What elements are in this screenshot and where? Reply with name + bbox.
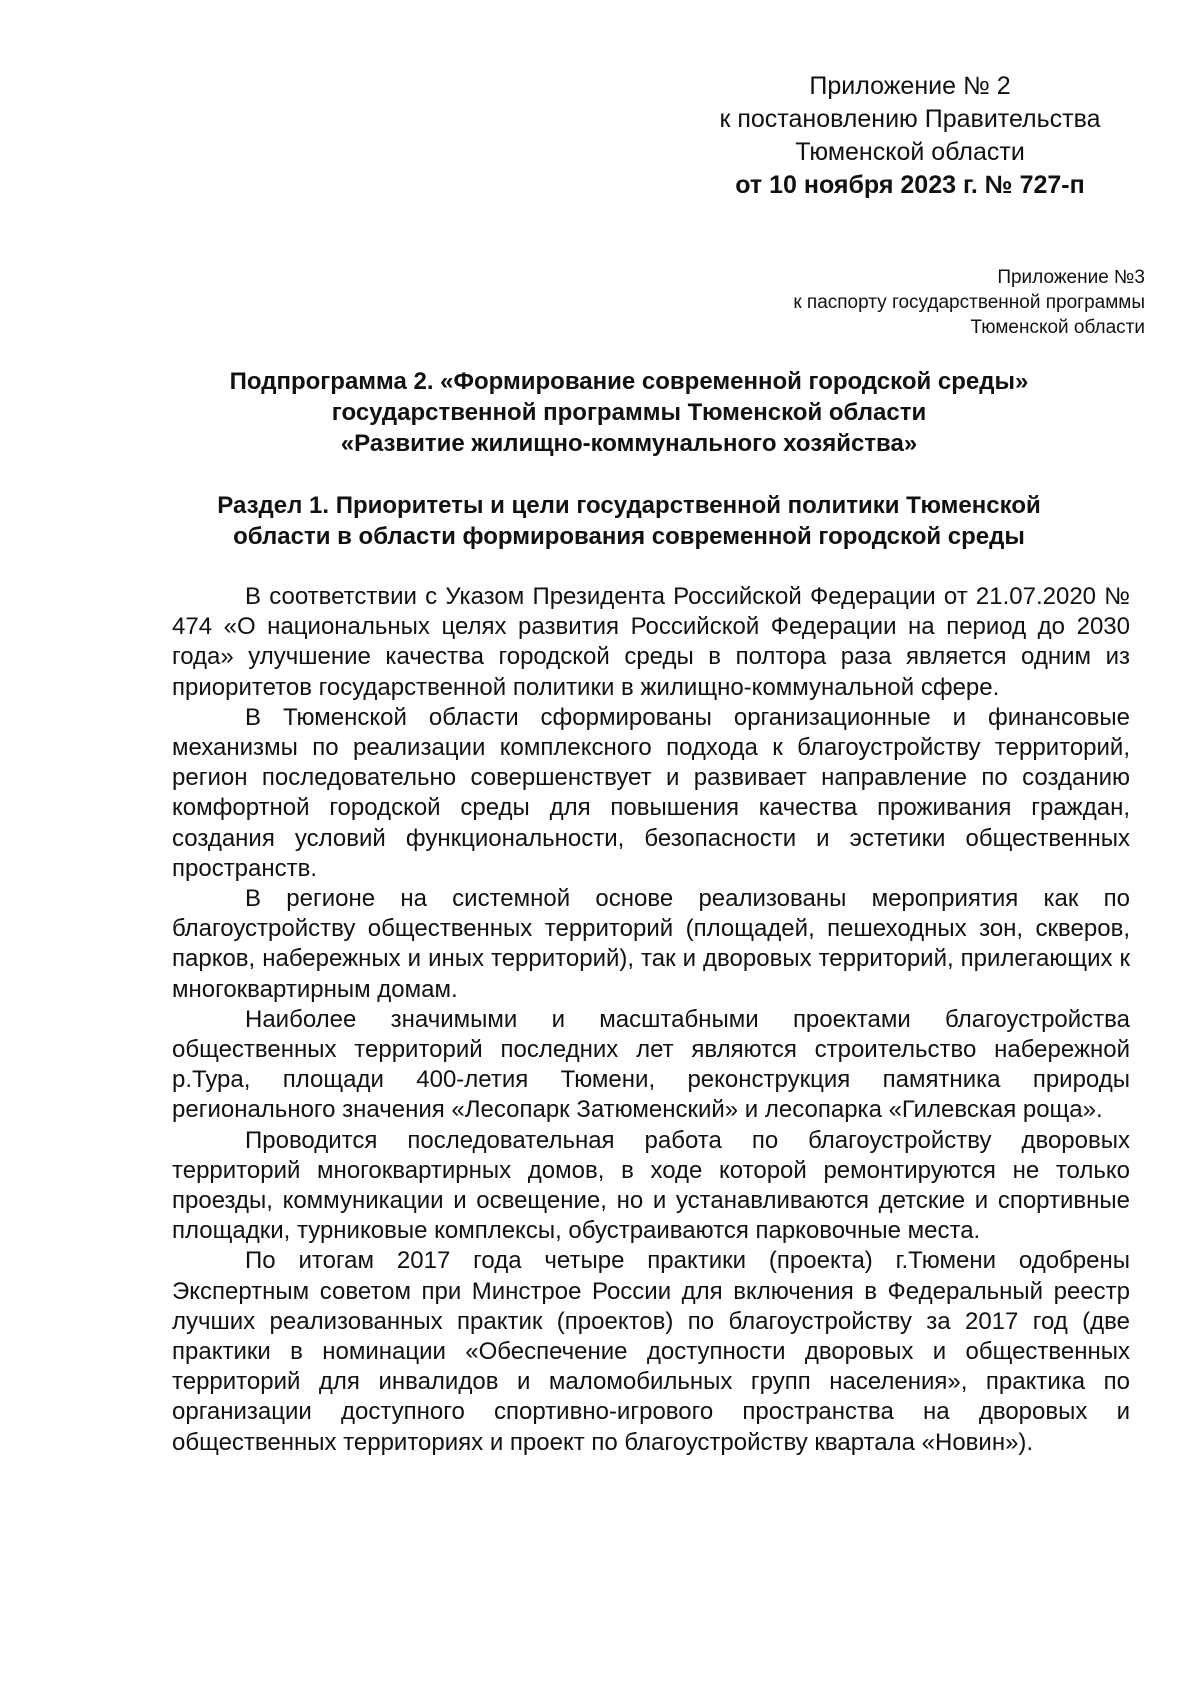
body-paragraph: Проводится последовательная работа по благоустройству дворовых территорий многоквартирных домов, в ходе которой ремонтируются не только проезды, коммуникации и освещение, но и устанавливаются детские и спортивные площадки, турниковые комплексы, обустраиваются парковочные места. xyxy=(172,1126,1130,1245)
passport-annex-number: Приложение №3 xyxy=(997,267,1145,288)
section-title xyxy=(160,490,1098,552)
resolution-annex-header xyxy=(680,70,1140,202)
body-paragraph: По итогам 2017 года четыре практики (проекта) г.Тюмени одобрены Экспертным советом при Минстрое России для включения в Федеральный реестр лучших реализованных практик (проектов) по благоустройству за 2017 год (две практики в номинации «Обеспечение доступности дворовых и общественных территорий для инвалидов и маломобильных групп населения», практика по организации доступного спортивно-игрового пространства на дворовых и общественных территориях и проект по благоустройству квартала «Новин»). xyxy=(172,1247,1130,1456)
passport-annex-reference: к паспорту государственной программы xyxy=(793,292,1145,313)
passport-annex-region: Тюменской области xyxy=(970,317,1145,338)
body-paragraph: В Тюменской области сформированы организационные и финансовые механизмы по реализации комплексного подхода к благоустройству территорий, регион последовательно совершенствует и развивает направление по созданию комфортной городской среды для повышения качества проживания граждан, создания условий функциональности, безопасности и эстетики общественных пространств. xyxy=(172,703,1130,882)
annex-number: Приложение № 2 xyxy=(809,72,1011,100)
annex-reference: к постановлению Правительства xyxy=(719,105,1101,133)
annex-region: Тюменской области xyxy=(795,138,1025,166)
subprogram-title-line: Подпрограмма 2. «Формирование современной городской среды» xyxy=(229,368,1029,395)
document-body xyxy=(172,582,1130,1458)
body-paragraph: Наиболее значимыми и масштабными проектами благоустройства общественных территорий последних лет являются строительство набережной р.Тура, площади 400-летия Тюмени, реконструкция памятника природы регионального значения «Лесопарк Затюменский» и лесопарка «Гилевская роща». xyxy=(172,1005,1130,1124)
resolution-date-number: от 10 ноября 2023 г. № 727-п xyxy=(735,171,1085,199)
subprogram-title xyxy=(160,366,1098,459)
body-paragraph: В соответствии с Указом Президента Российской Федерации от 21.07.2020 № 474 «О национальных целях развития Российской Федерации на период до 2030 года» улучшение качества городской среды в полтора раза является одним из приоритетов государственной политики в жилищно-коммунальной сфере. xyxy=(172,583,1130,701)
body-paragraph: В регионе на системной основе реализованы мероприятия как по благоустройству общественных территорий (площадей, пешеходных зон, скверов, парков, набережных и иных территорий), так и дворовых территорий, прилегающих к многоквартирным домам. xyxy=(172,885,1130,1003)
passport-annex-header xyxy=(665,265,1145,340)
section-title-line: области в области формирования современной городской среды xyxy=(233,523,1025,550)
subprogram-title-line: государственной программы Тюменской области xyxy=(331,399,927,426)
section-title-line: Раздел 1. Приоритеты и цели государственной политики Тюменской xyxy=(217,492,1041,519)
subprogram-title-line: «Развитие жилищно-коммунального хозяйства» xyxy=(340,430,918,457)
